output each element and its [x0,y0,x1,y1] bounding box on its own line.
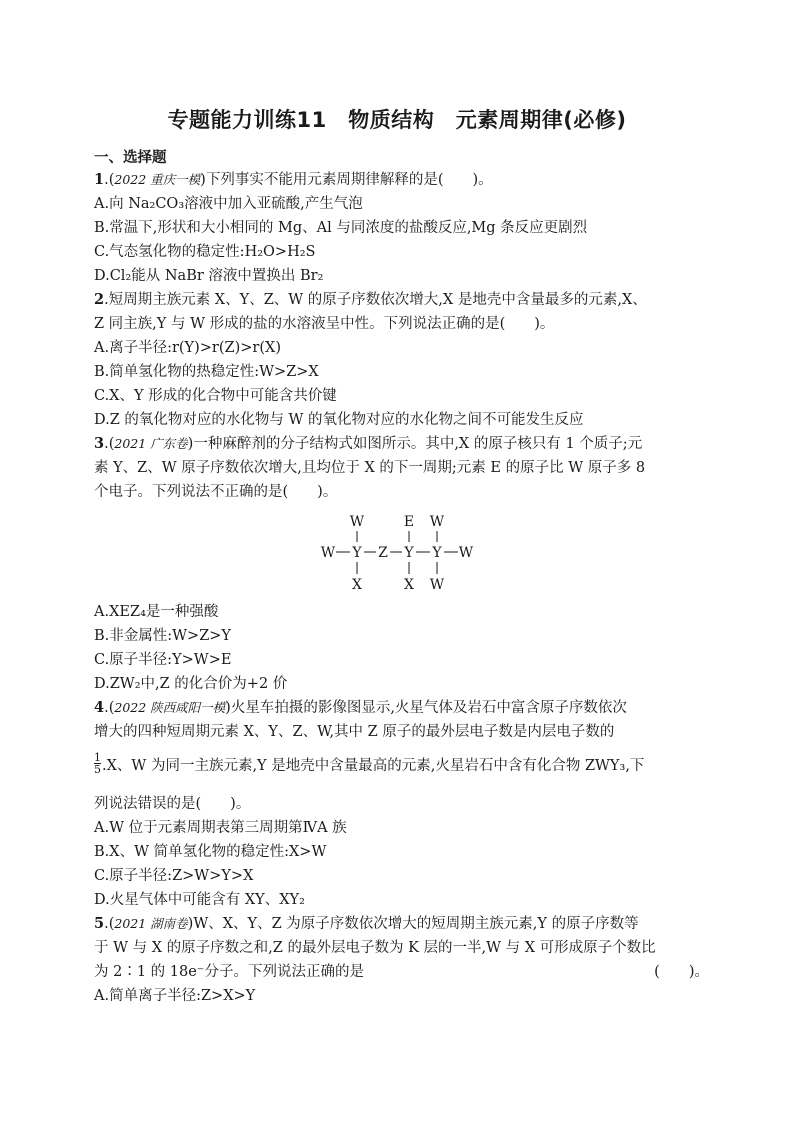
question-3-stem: 3.(2021 广东卷)一种麻醉剂的分子结构式如图所示。其中,X 的原子核只有 1 个质子;元 [94,435,643,452]
question-1-option-a: A.向 Na₂CO₃溶液中加入亚硫酸,产生气泡 [94,196,363,212]
question-2-option-a: A.离子半径:r(Y)>r(Z)>r(X) [94,340,281,356]
question-3-option-d: D.ZW₂中,Z 的化合价为+2 价 [94,676,288,692]
question-2-option-c: C.X、Y 形成的化合物中可能含共价键 [94,388,337,404]
question-1-option-b: B.常温下,形状和大小相同的 Mg、Al 与同浓度的盐酸反应,Mg 条反应更剧烈 [94,220,588,236]
question-3-option-b: B.非金属性:W>Z>Y [94,628,231,644]
question-3-option-a: A.XEZ₄是一种强酸 [94,604,219,620]
question-4-stem-line: .X、W 为同一主族元素,Y 是地壳中含量最高的元素,火星岩石中含有化合物 ZWY₃,下 [102,758,645,774]
atom-label: X [404,577,414,593]
question-4-stem: 4.(2022 陕西咸阳一模)火星车拍摄的影像图显示,火星气体及岩石中富含原子序数依次 [94,699,627,716]
question-4-option-a: A.W 位于元素周期表第三周期第ⅣA 族 [94,820,347,836]
question-number: 3 [94,435,105,452]
atom-label: Y [432,545,442,561]
atom-label: Y [404,545,414,561]
question-3-stem-line: 个电子。下列说法不正确的是( )。 [94,484,338,500]
atom-label: Y [352,545,362,561]
question-number: 4 [94,699,105,716]
question-source: 2022 陕西咸阳一模 [114,700,226,715]
question-2-option-b: B.简单氢化物的热稳定性:W>Z>X [94,364,319,380]
atom-label: W [320,545,336,561]
question-number: 5 [94,915,105,932]
answer-parenthesis: ( )。 [654,964,709,980]
section-heading: 一、选择题 [94,150,167,166]
question-source: 2021 广东卷 [114,436,188,451]
question-3-option-c: C.原子半径:Y>W>E [94,652,232,668]
atom-label: W [429,514,445,530]
question-2-stem: 2.短周期主族元素 X、Y、Z、W 的原子序数依次增大,X 是地壳中含量最多的元素,X、 [94,291,647,308]
atom-label: E [403,514,415,530]
atom-label: W [349,514,365,530]
fraction-one-fifth [94,752,101,775]
question-5-stem: 5.(2021 湖南卷)W、X、Y、Z 为原子序数依次增大的短周期主族元素,Y 的原子序数等 [94,915,639,932]
question-5-stem-line: 于 W 与 X 的原子序数之和,Z 的最外层电子数为 K 层的一半,W 与 X 可形成原子个数比 [94,940,656,956]
question-1-option-c: C.气态氢化物的稳定性:H₂O>H₂S [94,244,316,260]
question-2-option-d: D.Z 的氧化物对应的水化物与 W 的氧化物对应的水化物之间不可能发生反应 [94,412,584,428]
question-4-option-c: C.原子半径:Z>W>Y>X [94,868,254,884]
question-number: 2 [94,291,105,308]
atom-label: X [352,577,362,593]
question-4-option-b: B.X、W 简单氢化物的稳定性:X>W [94,844,327,860]
page-title: 专题能力训练11 物质结构 元素周期律(必修) [167,108,627,132]
question-4-option-d: D.火星气体中可能含有 XY、XY₂ [94,892,305,908]
question-2-stem-line: Z 同主族,Y 与 W 形成的盐的水溶液呈中性。下列说法正确的是( )。 [94,316,555,332]
question-number: 1 [94,171,105,188]
question-1-option-d: D.Cl₂能从 NaBr 溶液中置换出 Br₂ [94,268,324,284]
question-3-stem-line: 素 Y、Z、W 原子序数依次增大,且均位于 X 的下一周期;元素 E 的原子比 W 原子多 8 [94,460,646,476]
atom-label: W [458,545,474,561]
question-1-stem: 1.(2022 重庆一模)下列事实不能用元素周期律解释的是( )。 [94,171,493,188]
question-source: 2022 重庆一模 [114,172,201,187]
question-4-stem-line: 增大的四种短周期元素 X、Y、Z、W,其中 Z 原子的最外层电子数是内层电子数的 [94,724,615,740]
fraction-denominator: 5 [94,763,101,776]
fraction-numerator: 1 [94,751,101,764]
atom-label: Z [378,545,388,561]
question-4-stem-line: 列说法错误的是( )。 [94,796,251,812]
question-5-option-a: A.简单离子半径:Z>X>Y [94,988,256,1004]
question-source: 2021 湖南卷 [114,916,188,931]
atom-label: W [429,577,445,593]
question-5-stem-line: 为 2∶1 的 18e⁻分子。下列说法正确的是 ( )。 [94,964,709,980]
